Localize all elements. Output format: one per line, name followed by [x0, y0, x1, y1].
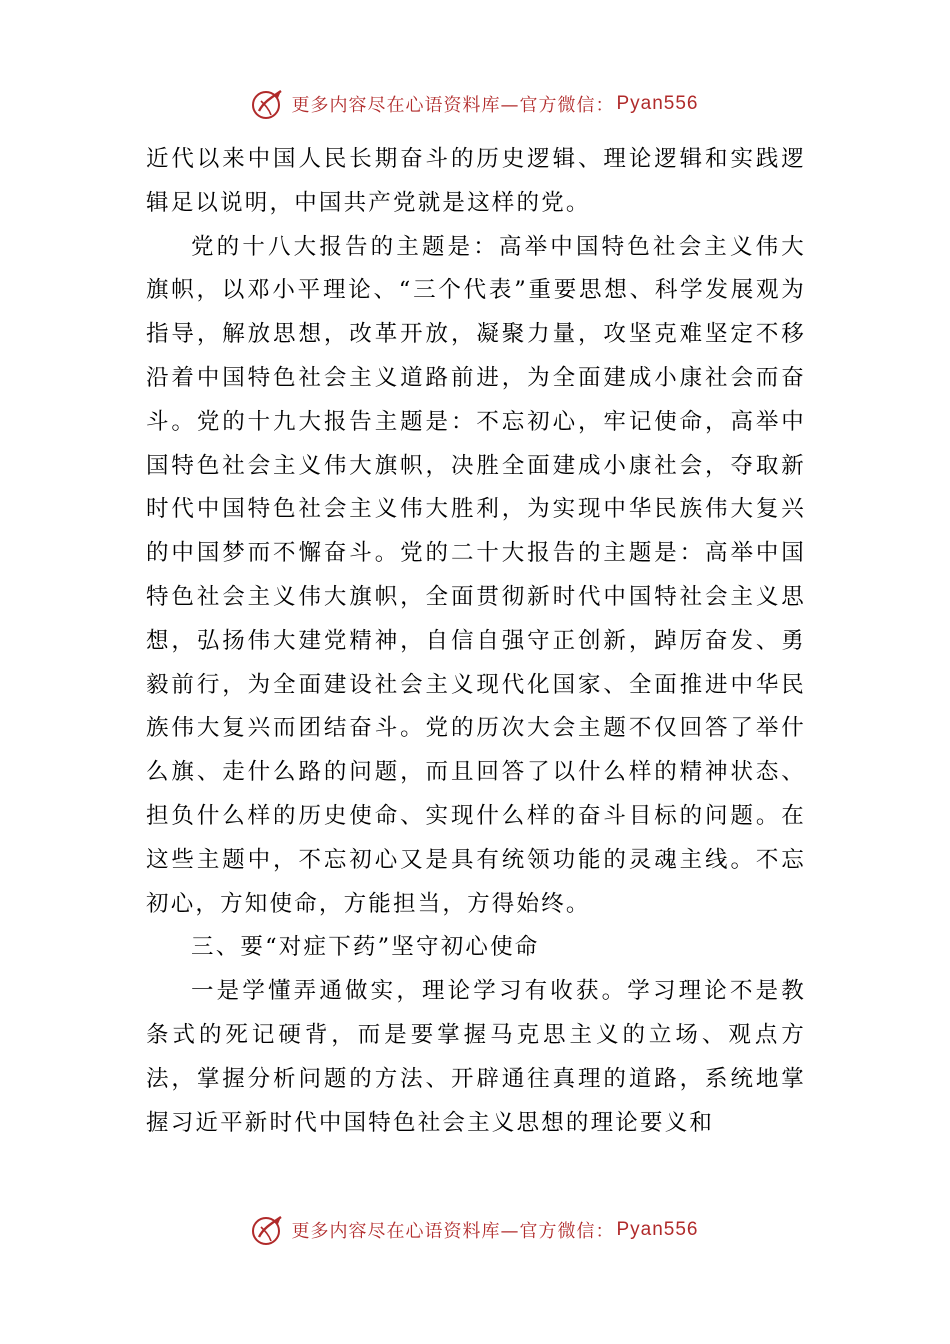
watermark-text: 更多内容尽在心语资料库—官方微信： [291, 1221, 615, 1242]
watermark-text: 更多内容尽在心语资料库—官方微信： [291, 95, 615, 116]
paragraph-2: 党的十八大报告的主题是：高举中国特色社会主义伟大旗帜，以邓小平理论、“三个代表”重要思想、科学发展观为指导，解放思想，改革开放，凝聚力量，攻坚克难坚定不移沿着中国特色社会主义道路前进，为全面建成小康社会而奋斗。党的十九大报告主题是：不忘初心，牢记使命，高举中国特色社会主义伟大旗帜，决胜全面建成小康社会，夺取新时代中国特色社会主义伟大胜利，为实现中华民族伟大复兴的中国梦而不懈奋斗。党的二十大报告的主题是：高举中国特色社会主义伟大旗帜，全面贯彻新时代中国特社会主义思想，弘扬伟大建党精神，自信自强守正创新，踔厉奋发、勇毅前行，为全面建设社会主义现代化国家、全面推进中华民族伟大复兴而团结奋斗。党的历次大会主题不仅回答了举什么旗、走什么路的问题，而且回答了以什么样的精神状态、担负什么样的历史使命、实现什么样的奋斗目标的问题。在这些主题中，不忘初心又是具有统领功能的灵魂主线。不忘初心，方知使命，方能担当，方得始终。 [146, 233, 806, 917]
watermark-handle: Pyan556 [616, 93, 699, 114]
pen-logo-icon [251, 87, 285, 121]
watermark-handle: Pyan556 [616, 1219, 699, 1240]
paragraph-3: 一是学懂弄通做实，理论学习有收获。学习理论不是教条式的死记硬背，而是要掌握马克思主义的立场、观点方法，掌握分析问题的方法、开辟通往真理的道路，系统地掌握习近平新时代中国特色社会主义思想的理论要义和 [146, 978, 806, 1136]
section-heading-3: 三、要“对症下药”坚守初心使命 [191, 934, 540, 961]
header-watermark [0, 84, 950, 124]
document-body [146, 138, 806, 1145]
paragraph-1: 近代以来中国人民长期奋斗的历史逻辑、理论逻辑和实践逻辑足以说明，中国共产党就是这样的党。 [146, 146, 806, 216]
footer-watermark [0, 1210, 950, 1250]
pen-logo-icon [251, 1213, 285, 1247]
